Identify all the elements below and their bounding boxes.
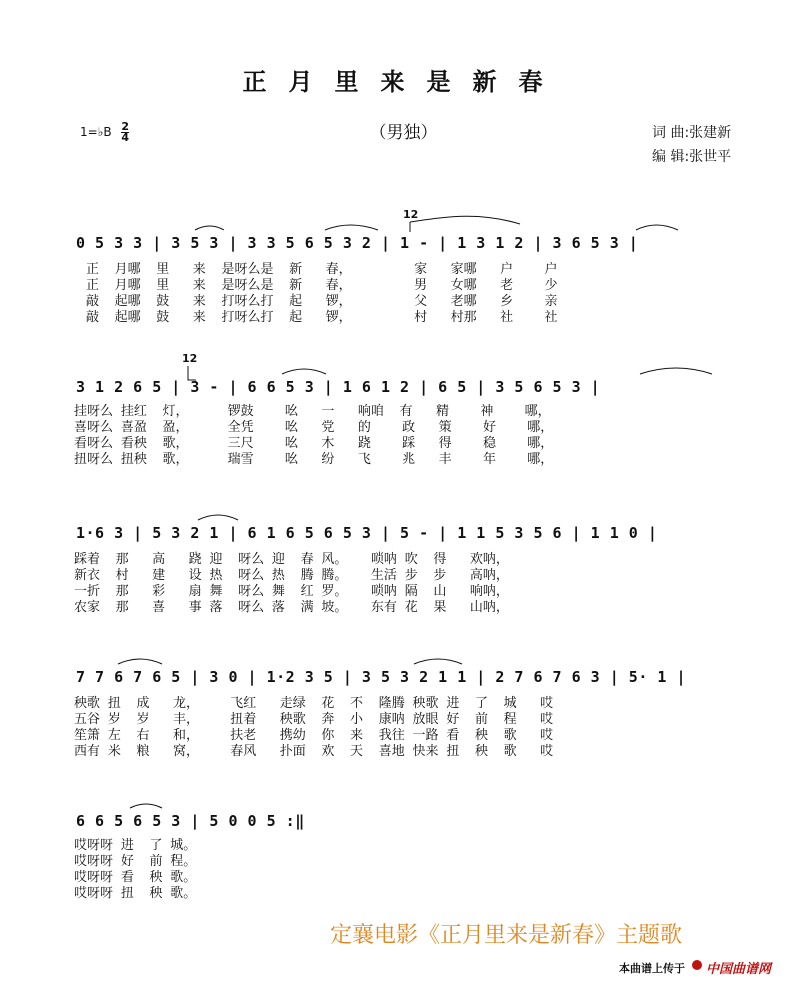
slur xyxy=(130,804,162,808)
notation-row: 7 7 6 7 6 5 | 3 0 | 1·2 3 5 | 3 5 3 2 1 1 | 2 7 6 7 6 3 | 5· 1 | xyxy=(76,668,686,686)
lyric-line: 正 月哪 里 来 是呀么是 新 春， 男 女哪 老 少 xyxy=(86,278,558,293)
lyric-line: 看呀么 看秧 歌， 三尺 吆 木 跷 踩 得 稳 哪， xyxy=(74,436,554,451)
lyric-line: 新衣 村 建 设 热 呀么 热 腾 腾。 生活 步 步 高呐， xyxy=(74,568,509,583)
lyric-line: 哎呀呀 进 了 城。 xyxy=(74,838,197,853)
key-label: 1=♭B xyxy=(80,125,112,139)
lyric-line: 敲 起哪 鼓 来 打呀么打 起 锣， 村 村那 社 社 xyxy=(86,310,558,325)
lyric-line: 一折 那 彩 扇 舞 呀么 舞 红 罗。 唢呐 隔 山 响呐， xyxy=(74,584,509,599)
arranger: 编 辑:张世平 xyxy=(652,149,732,165)
volta-marker: 12 xyxy=(403,208,419,221)
lyric-line: 哎呀呀 扭 秧 歌。 xyxy=(74,886,197,901)
lyric-line: 哎呀呀 好 前 程。 xyxy=(74,854,197,869)
notation-row: 1·6 3 | 5 3 2 1 | 6 1 6 5 6 5 3 | 5 - | 1 1 5 3 5 6 | 1 1 0 | xyxy=(76,524,658,542)
footer-caption: 定襄电影《正月里来是新春》主题歌 xyxy=(330,923,683,948)
slur xyxy=(640,368,712,374)
lyric-line: 哎呀呀 看 秧 歌。 xyxy=(74,870,197,885)
lyric-line: 五谷 岁 岁 丰， 扭着 秧歌 奔 小 康呐 放眼 好 前 程 哎 xyxy=(74,712,554,727)
lyric-line: 秧歌 扭 成 龙， 飞红 走绿 花 不 隆腾 秧歌 进 了 城 哎 xyxy=(74,696,554,711)
lyricist-composer: 词 曲:张建新 xyxy=(652,125,732,141)
slur xyxy=(195,226,224,230)
logo-icon xyxy=(692,960,702,970)
notation-row: 0 5 3 3 | 3 5 3 | 3 3 5 6 5 3 2 | 1 - | 1 3 1 2 | 3 6 5 3 | xyxy=(76,234,639,252)
lyric-line: 西有 米 粮 窝， 春风 扑面 欢 天 喜地 快来 扭 秧 歌 哎 xyxy=(74,744,554,759)
volta-bracket xyxy=(410,216,520,232)
time-denominator: 4 xyxy=(121,131,130,144)
lyric-line: 挂呀么 挂红 灯， 锣鼓 吆 一 响咱 有 精 神 哪， xyxy=(74,404,551,419)
lyric-line: 踩着 那 高 跷 迎 呀么 迎 春 风。 唢呐 吹 得 欢呐， xyxy=(74,552,509,567)
upload-note: 本曲谱上传于 xyxy=(619,962,685,975)
lyric-line: 喜呀么 喜盈 盈， 全凭 吆 党 的 政 策 好 哪， xyxy=(74,420,554,435)
lyric-line: 农家 那 喜 事 落 呀么 落 满 坡。 东有 花 果 山呐， xyxy=(74,600,509,615)
lyric-line: 正 月哪 里 来 是呀么是 新 春， 家 家哪 户 户 xyxy=(86,262,558,277)
volta-marker: 12 xyxy=(182,352,198,365)
song-subtitle: （男独） xyxy=(369,123,438,143)
song-title: 正月里来是新春 xyxy=(242,67,565,96)
lyric-line: 扭呀么 扭秧 歌， 瑞雪 吆 纷 飞 兆 丰 年 哪， xyxy=(74,452,554,467)
slur xyxy=(118,659,162,664)
volta-bracket xyxy=(188,366,196,380)
site-logo[interactable]: 中国曲谱网 xyxy=(706,962,772,977)
slur xyxy=(325,225,378,230)
time-numerator: 2 xyxy=(121,120,130,133)
slur xyxy=(198,515,238,520)
slur xyxy=(282,369,326,374)
notation-row: 3 1 2 6 5 | 3 - | 6 6 5 3 | 1 6 1 2 | 6 5 | 3 5 6 5 3 | xyxy=(76,378,601,396)
slur xyxy=(414,659,462,664)
slur xyxy=(636,225,678,230)
lyric-line: 笙箫 左 右 和， 扶老 携幼 你 来 我往 一路 看 秧 歌 哎 xyxy=(74,728,554,743)
notation-row: 6 6 5 6 5 3 | 5 0 0 5 :‖ xyxy=(76,812,305,830)
lyric-line: 敲 起哪 鼓 来 打呀么打 起 锣， 父 老哪 乡 亲 xyxy=(86,294,558,309)
